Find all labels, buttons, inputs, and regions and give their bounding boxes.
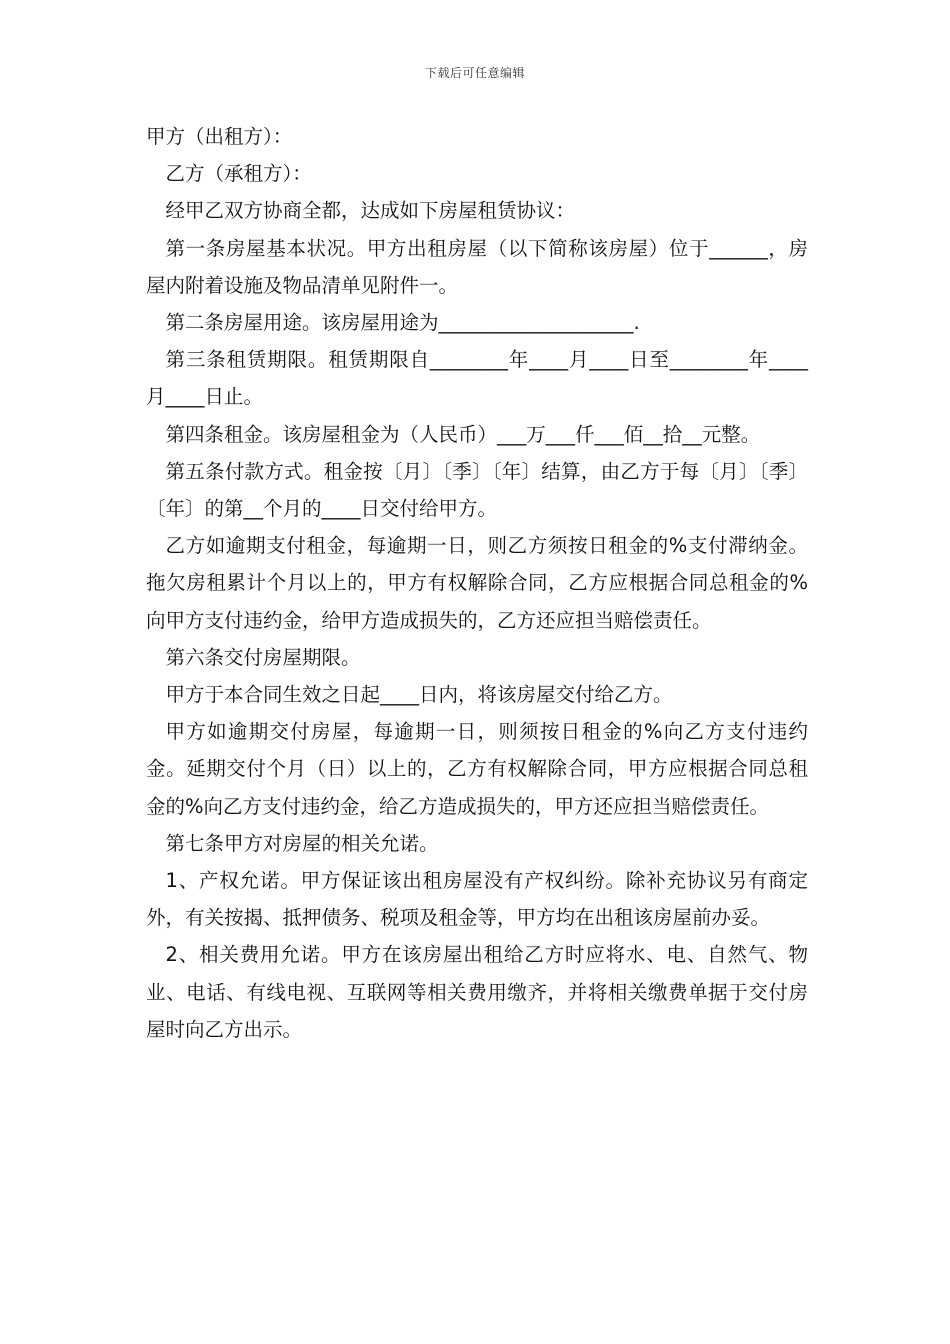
party-b-line: 乙方（承租方）： — [165, 162, 312, 186]
late-payment-clause: 乙方如逾期支付租金，每逾期一日，则乙方须按日租金的%支付滞纳金。拖欠房租累计个月以上的，甲方有权解除合同，乙方应根据合同总租金的%向甲方支付违约金，给甲方造成损失的，乙方还应担当赔偿责任。 — [146, 534, 808, 632]
commitment-2-related-fees: 2、相关费用允诺。甲方在该房屋出租给乙方时应将水、电、自然气、物业、电话、有线电视、互联网等相关费用缴齐，并将相关缴费单据于交付房屋时向乙方出示。 — [146, 943, 808, 1041]
party-a-line: 甲方（出租方）： — [146, 125, 293, 148]
contract-body — [146, 118, 808, 1048]
article-7-landlord-commitments: 第七条甲方对房屋的相关允诺。 — [165, 831, 439, 855]
late-delivery-clause: 甲方如逾期交付房屋，每逾期一日，则须按日租金的%向乙方支付违约金。延期交付个月（日）以上的，乙方有权解除合同，甲方应根据合同总租金的%向乙方支付违约金，给乙方造成损失的，甲方还应担当赔偿责任。 — [146, 720, 808, 818]
article-6-delivery-deadline: 第六条交付房屋期限。 — [165, 645, 361, 669]
article-5-payment-method: 第五条付款方式。租金按〔月〕〔季〕〔年〕结算，由乙方于每〔月〕〔季〕〔年〕的第__个月的____日交付给甲方。 — [146, 459, 808, 521]
article-1-house-condition: 第一条房屋基本状况。甲方出租房屋（以下简称该房屋）位于______，房屋内附着设施及物品清单见附件一。 — [146, 236, 808, 297]
article-4-rent: 第四条租金。该房屋租金为（人民币）___万___仟___佰__拾__元整。 — [165, 422, 761, 446]
article-3-lease-term: 第三条租赁期限。租赁期限自________年____月____日至________年____月____日止。 — [146, 348, 808, 409]
agreement-intro: 经甲乙双方协商全都，达成如下房屋租赁协议： — [165, 199, 576, 223]
page-header: 下载后可任意编辑 — [424, 66, 525, 80]
commitment-1-property-rights: 1、产权允诺。甲方保证该出租房屋没有产权纠纷。除补充协议另有商定外，有关按揭、抵押债务、税项及租金等，甲方均在出租该房屋前办妥。 — [146, 869, 808, 930]
delivery-clause: 甲方于本合同生效之日起____日内，将该房屋交付给乙方。 — [165, 683, 673, 707]
article-2-house-usage: 第二条房屋用途。该房屋用途为____________________. — [165, 311, 640, 335]
